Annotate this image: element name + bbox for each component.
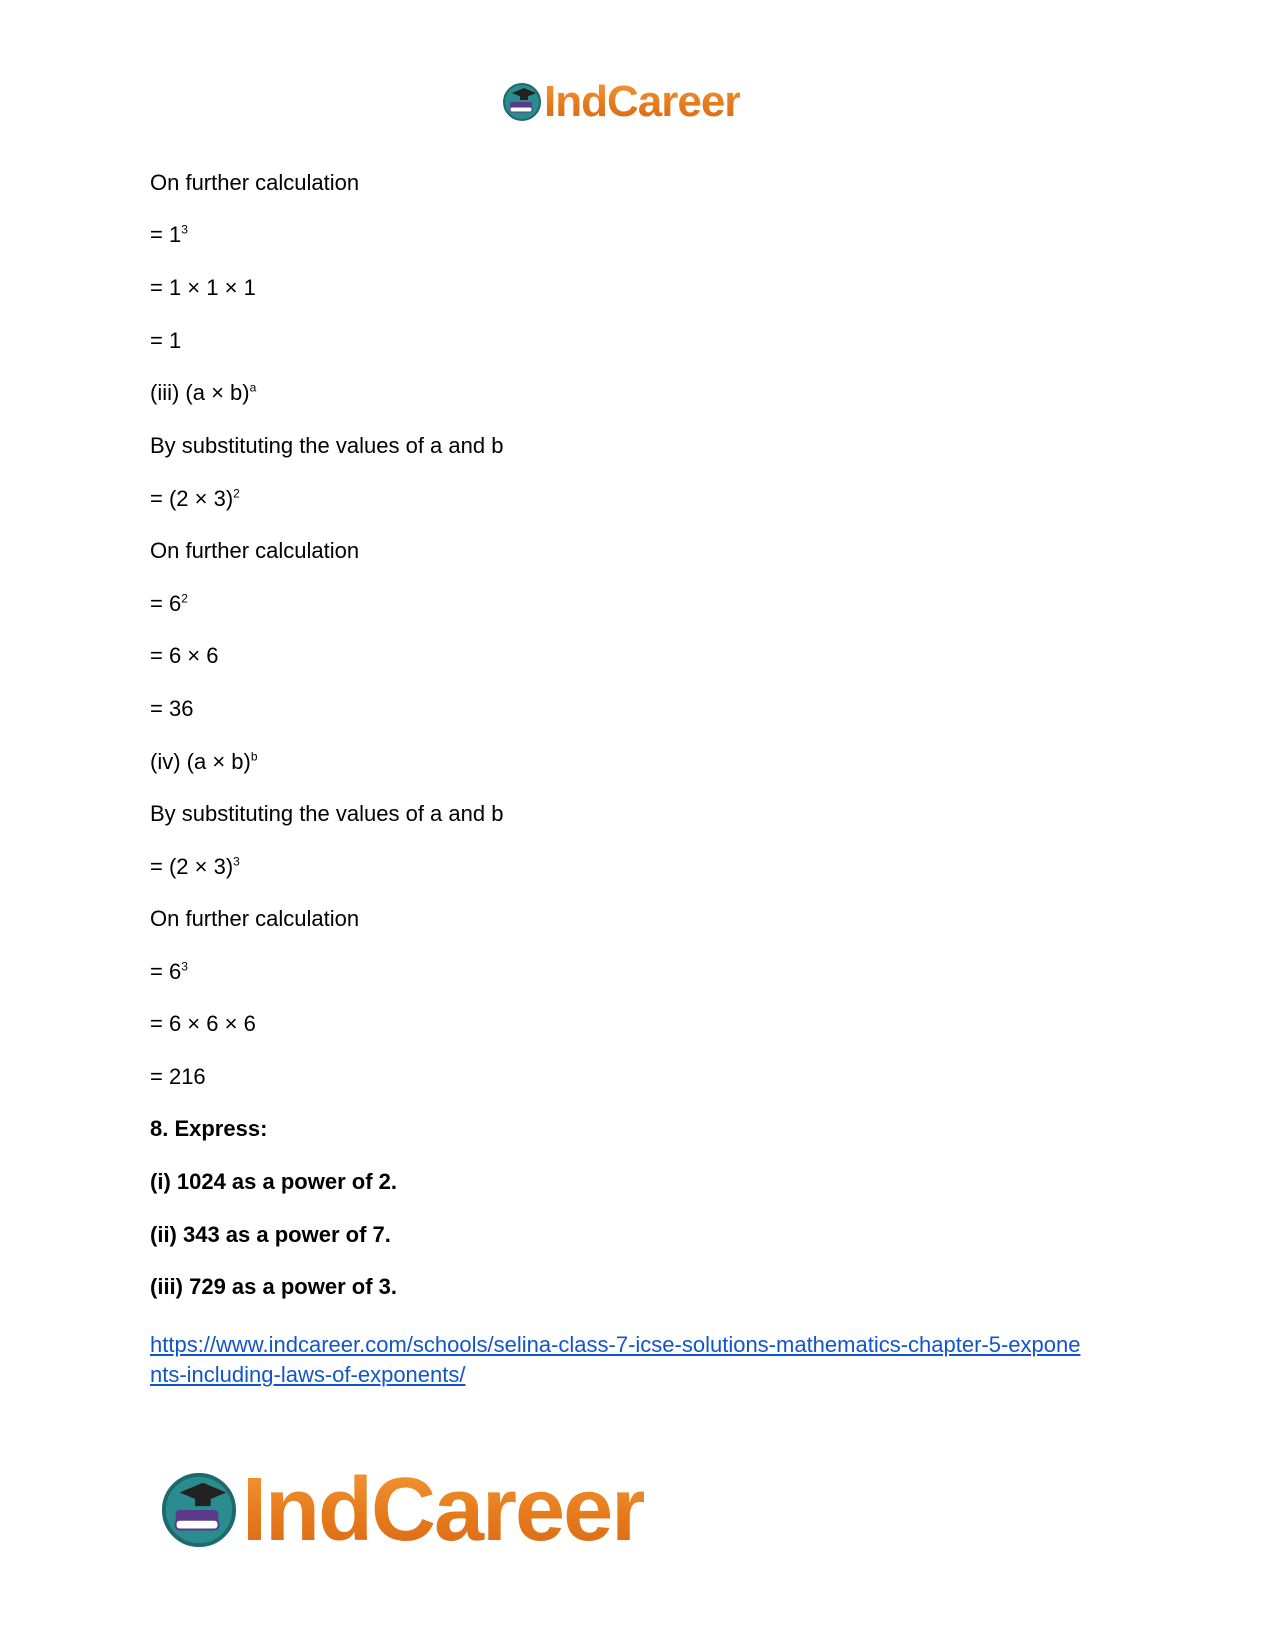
source-link-line-2: nts-including-laws-of-exponents/: [150, 1362, 466, 1387]
book-globe-icon: [502, 82, 542, 122]
question-part: (ii) 343 as a power of 7.: [150, 1222, 391, 1247]
source-link[interactable]: [150, 1330, 1130, 1390]
text-line: (iii) $(a \times b)^a$: [150, 380, 257, 405]
text-line: = 6 × 6: [150, 643, 219, 668]
question-part: (iii) 729 as a power of 3.: [150, 1274, 397, 1299]
text-line: = $(2 \times 3)^3$: [150, 854, 240, 879]
source-link-line-1: https://www.indcareer.com/schools/selina-class-7-icse-solutions-mathematics-chapter-5-expone: [150, 1332, 1081, 1357]
question-part: (i) 1024 as a power of 2.: [150, 1169, 397, 1194]
text-line: By substituting the values of a and b: [150, 801, 504, 826]
text-line: = 1: [150, 328, 182, 353]
header-logo: [502, 78, 740, 126]
text-line: = 1 × 1 × 1: [150, 275, 256, 300]
text-line: = 36: [150, 696, 194, 721]
footer-logo: [160, 1459, 645, 1560]
text-line: On further calculation: [150, 906, 360, 931]
text-line: = $(2 \times 3)^2$: [150, 486, 240, 511]
text-line: By substituting the values of a and b: [150, 433, 504, 458]
text-line: = 216: [150, 1064, 206, 1089]
question-heading: 8. Express:: [150, 1116, 268, 1141]
text-line: (iv) $(a \times b)^b$: [150, 749, 258, 774]
brand-wordmark: IndCareer: [242, 1459, 645, 1560]
text-line: On further calculation: [150, 538, 360, 563]
text-line: = 6 × 6 × 6: [150, 1011, 256, 1036]
text-line: On further calculation: [150, 170, 360, 195]
text-line: = $6^3$: [150, 959, 188, 984]
book-globe-icon: [160, 1471, 238, 1549]
text-line: = $6^2$: [150, 591, 188, 616]
brand-wordmark: IndCareer: [544, 77, 741, 126]
text-line: = $1^3$: [150, 222, 188, 247]
